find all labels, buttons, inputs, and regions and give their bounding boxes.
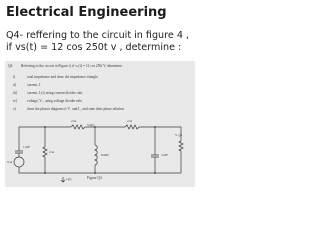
part-number: ii) — [13, 83, 17, 87]
label-resistor-mid: 2 Ω — [49, 150, 55, 154]
part-text: total impedance and draw the impedance triangle. — [27, 75, 99, 79]
resistor-mid — [43, 147, 47, 157]
voltage-source — [14, 157, 24, 167]
circuit-diagram — [5, 61, 195, 187]
label-resistor-left: 5 Ω — [7, 160, 13, 164]
resistor-top — [71, 125, 85, 129]
label-i1: i₁(t) — [66, 177, 72, 181]
question-text: Q4- reffering to the circuit in figure 4 , if vs(t) = 12 cos 250t v , determine : — [6, 30, 190, 53]
part-number: iii) — [13, 91, 18, 95]
wire — [19, 167, 181, 173]
label-vx: Vx(t) — [87, 123, 95, 127]
part-number: i) — [13, 75, 16, 79]
inductor — [95, 145, 97, 165]
question-sheet-image — [5, 61, 195, 187]
question-number: Q4 — [8, 64, 13, 68]
resistor-right — [125, 125, 139, 129]
question-intro: Referring to the circuit in Figure 4, if vₛ(t) = 12 cos 250t V, determine : — [21, 64, 124, 68]
label-capacitor-right: 2 mF — [161, 153, 169, 157]
part-text: current, I. — [27, 83, 42, 87]
capacitor-right — [151, 155, 159, 157]
label-resistor-right: 2 Ω — [127, 119, 133, 123]
resistor-far-right — [179, 141, 183, 173]
capacitor-left — [15, 151, 23, 153]
current-arrow — [61, 177, 65, 182]
label-v1: V₁(t) — [175, 133, 182, 137]
part-text: voltage, V₁, using voltage divider rule. — [27, 99, 83, 103]
label-resistor-top: 2 Ω — [71, 119, 77, 123]
page-title: Electrical Engineering — [6, 5, 167, 20]
part-number: iv) — [13, 99, 17, 103]
part-number: v) — [13, 107, 16, 111]
figure-caption: Figure Q4 — [87, 176, 102, 180]
label-inductor: 8 mH — [101, 153, 109, 157]
label-capacitor: 1 mF — [23, 145, 31, 149]
part-text: draw the phasor diagram of V₁ and I₁, and state their phase relation. — [27, 107, 125, 111]
part-text: current, I₁(t) using current divider rule. — [27, 91, 84, 95]
